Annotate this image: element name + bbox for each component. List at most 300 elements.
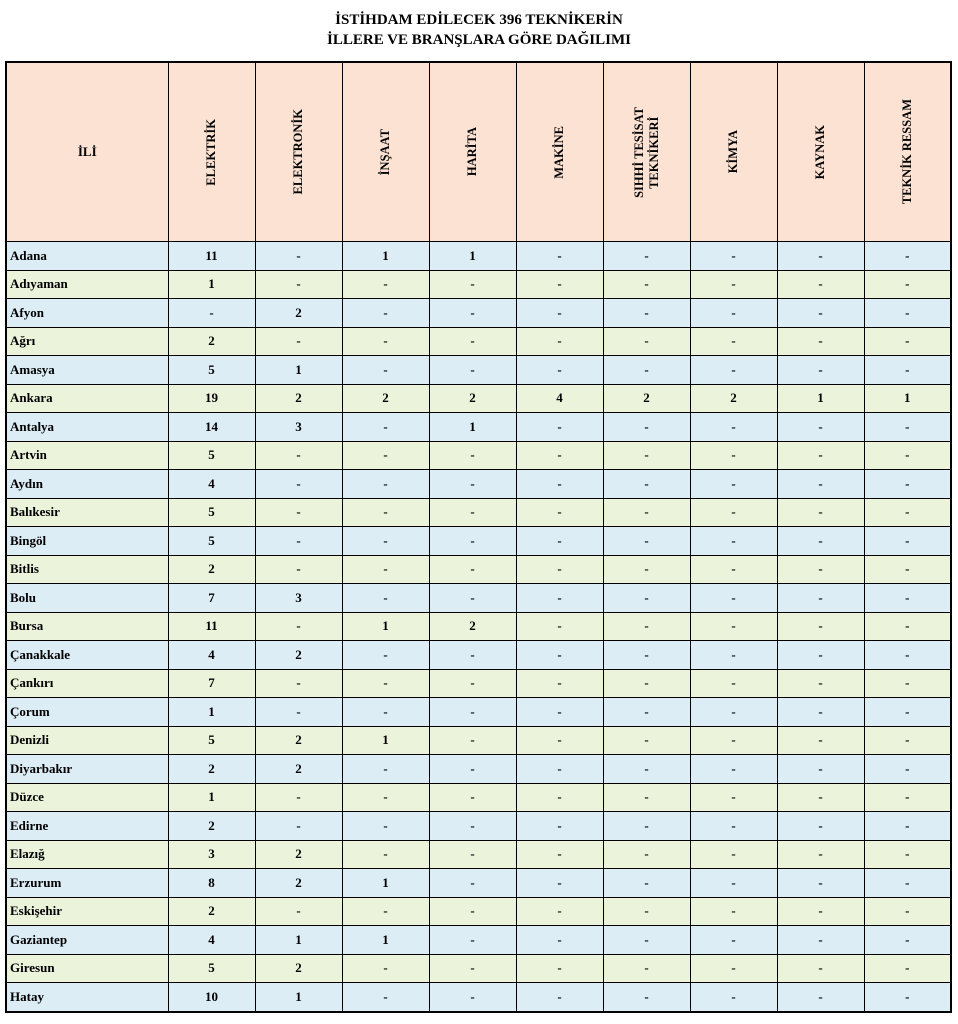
count-cell: 1: [429, 413, 516, 442]
count-cell: -: [516, 783, 603, 812]
city-name-cell: Erzurum: [6, 869, 168, 898]
city-name-cell: Çorum: [6, 698, 168, 727]
count-cell: -: [429, 755, 516, 784]
count-cell: -: [429, 812, 516, 841]
count-cell: 5: [168, 356, 255, 385]
count-cell: -: [690, 954, 777, 983]
count-cell: 3: [255, 413, 342, 442]
count-cell: -: [342, 669, 429, 698]
count-cell: -: [516, 470, 603, 499]
count-cell: -: [603, 527, 690, 556]
count-cell: -: [864, 470, 951, 499]
table-row: [6, 897, 951, 926]
count-cell: -: [603, 698, 690, 727]
count-cell: -: [429, 498, 516, 527]
count-cell: -: [342, 356, 429, 385]
count-cell: -: [777, 726, 864, 755]
count-cell: -: [603, 954, 690, 983]
count-cell: -: [255, 812, 342, 841]
city-name-cell: Bingöl: [6, 527, 168, 556]
count-cell: -: [255, 270, 342, 299]
count-cell: -: [690, 783, 777, 812]
count-cell: -: [777, 555, 864, 584]
column-header-insaat: [342, 62, 429, 242]
city-name-cell: Adana: [6, 242, 168, 271]
count-cell: -: [516, 641, 603, 670]
column-header-makine: [516, 62, 603, 242]
count-cell: -: [342, 983, 429, 1012]
city-name-cell: Hatay: [6, 983, 168, 1012]
count-cell: -: [516, 840, 603, 869]
count-cell: -: [777, 470, 864, 499]
count-cell: -: [516, 698, 603, 727]
table-row: [6, 299, 951, 328]
table-row: [6, 242, 951, 271]
count-cell: -: [603, 242, 690, 271]
count-cell: -: [690, 726, 777, 755]
table-row: [6, 270, 951, 299]
count-cell: -: [777, 755, 864, 784]
count-cell: 2: [255, 641, 342, 670]
count-cell: -: [603, 470, 690, 499]
count-cell: -: [864, 869, 951, 898]
count-cell: -: [516, 327, 603, 356]
count-cell: -: [690, 555, 777, 584]
count-cell: -: [603, 669, 690, 698]
count-cell: 3: [255, 584, 342, 613]
column-header-il: [6, 62, 168, 242]
count-cell: 1: [255, 983, 342, 1012]
count-cell: -: [603, 755, 690, 784]
count-cell: -: [777, 242, 864, 271]
count-cell: -: [864, 840, 951, 869]
table-row: [6, 755, 951, 784]
table-row: [6, 726, 951, 755]
count-cell: -: [603, 555, 690, 584]
table-body: [6, 242, 951, 1012]
count-cell: -: [864, 783, 951, 812]
count-cell: -: [516, 954, 603, 983]
count-cell: -: [777, 840, 864, 869]
count-cell: -: [429, 327, 516, 356]
count-cell: -: [864, 413, 951, 442]
count-cell: 2: [603, 384, 690, 413]
count-cell: -: [690, 869, 777, 898]
count-cell: -: [516, 299, 603, 328]
count-cell: -: [603, 413, 690, 442]
count-cell: -: [864, 327, 951, 356]
count-cell: -: [342, 954, 429, 983]
count-cell: -: [342, 327, 429, 356]
count-cell: 5: [168, 441, 255, 470]
count-cell: 11: [168, 612, 255, 641]
count-cell: -: [255, 327, 342, 356]
count-cell: 1: [342, 869, 429, 898]
count-cell: -: [777, 983, 864, 1012]
count-cell: -: [516, 441, 603, 470]
count-cell: -: [516, 726, 603, 755]
count-cell: -: [516, 270, 603, 299]
count-cell: -: [516, 356, 603, 385]
count-cell: -: [429, 783, 516, 812]
count-cell: 2: [429, 612, 516, 641]
count-cell: -: [255, 527, 342, 556]
count-cell: -: [864, 755, 951, 784]
table-row: [6, 698, 951, 727]
count-cell: -: [777, 356, 864, 385]
table-row: [6, 954, 951, 983]
count-cell: -: [342, 527, 429, 556]
table-row: [6, 584, 951, 613]
column-header-kimya: [690, 62, 777, 242]
count-cell: -: [255, 897, 342, 926]
table-row: [6, 840, 951, 869]
count-cell: -: [864, 612, 951, 641]
count-cell: -: [777, 299, 864, 328]
header-label: MAKİNE: [552, 125, 566, 179]
count-cell: 2: [429, 384, 516, 413]
city-name-cell: Elazığ: [6, 840, 168, 869]
count-cell: -: [429, 926, 516, 955]
city-name-cell: Ağrı: [6, 327, 168, 356]
count-cell: -: [429, 270, 516, 299]
count-cell: -: [429, 356, 516, 385]
city-name-cell: Artvin: [6, 441, 168, 470]
count-cell: -: [603, 441, 690, 470]
count-cell: -: [690, 926, 777, 955]
count-cell: 2: [255, 384, 342, 413]
count-cell: 2: [255, 299, 342, 328]
count-cell: -: [516, 669, 603, 698]
count-cell: -: [342, 299, 429, 328]
count-cell: 1: [342, 726, 429, 755]
count-cell: 1: [777, 384, 864, 413]
count-cell: -: [864, 954, 951, 983]
count-cell: -: [690, 755, 777, 784]
count-cell: -: [690, 242, 777, 271]
count-cell: -: [603, 270, 690, 299]
count-cell: -: [603, 356, 690, 385]
count-cell: -: [342, 470, 429, 499]
count-cell: -: [342, 555, 429, 584]
count-cell: 3: [168, 840, 255, 869]
count-cell: -: [603, 299, 690, 328]
count-cell: -: [429, 954, 516, 983]
count-cell: -: [777, 527, 864, 556]
city-name-cell: Giresun: [6, 954, 168, 983]
title-line-2: İLLERE VE BRANŞLARA GÖRE DAĞILIMI: [327, 32, 631, 48]
count-cell: -: [516, 498, 603, 527]
count-cell: -: [690, 270, 777, 299]
count-cell: 4: [168, 641, 255, 670]
count-cell: 1: [342, 612, 429, 641]
table-row: [6, 812, 951, 841]
header-label: İNŞAAT: [378, 128, 392, 176]
count-cell: -: [603, 812, 690, 841]
count-cell: -: [342, 498, 429, 527]
count-cell: -: [342, 441, 429, 470]
count-cell: -: [429, 726, 516, 755]
count-cell: -: [429, 669, 516, 698]
header-label: HARİTA: [465, 127, 479, 177]
count-cell: -: [255, 783, 342, 812]
count-cell: 5: [168, 726, 255, 755]
count-cell: -: [255, 242, 342, 271]
title-line-1: İSTİHDAM EDİLECEK 396 TEKNİKERİN: [335, 12, 623, 28]
table-row: [6, 413, 951, 442]
count-cell: -: [690, 527, 777, 556]
table-header: [6, 62, 951, 242]
count-cell: -: [516, 242, 603, 271]
count-cell: -: [777, 669, 864, 698]
table-row: [6, 926, 951, 955]
city-name-cell: Eskişehir: [6, 897, 168, 926]
count-cell: -: [429, 470, 516, 499]
count-cell: -: [777, 869, 864, 898]
count-cell: -: [342, 584, 429, 613]
count-cell: -: [516, 983, 603, 1012]
count-cell: 1: [864, 384, 951, 413]
city-name-cell: Aydın: [6, 470, 168, 499]
count-cell: -: [429, 555, 516, 584]
count-cell: -: [777, 441, 864, 470]
count-cell: -: [690, 983, 777, 1012]
city-name-cell: Çankırı: [6, 669, 168, 698]
distribution-table: [5, 61, 952, 1013]
table-row: [6, 783, 951, 812]
count-cell: 1: [342, 242, 429, 271]
count-cell: -: [864, 555, 951, 584]
count-cell: -: [255, 555, 342, 584]
count-cell: -: [864, 299, 951, 328]
count-cell: -: [255, 669, 342, 698]
header-label: KİMYA: [726, 130, 740, 174]
city-name-cell: Düzce: [6, 783, 168, 812]
count-cell: -: [342, 270, 429, 299]
count-cell: 1: [342, 926, 429, 955]
count-cell: -: [690, 669, 777, 698]
count-cell: -: [342, 698, 429, 727]
count-cell: -: [429, 897, 516, 926]
count-cell: -: [864, 441, 951, 470]
count-cell: -: [429, 869, 516, 898]
count-cell: -: [429, 584, 516, 613]
count-cell: -: [690, 812, 777, 841]
count-cell: -: [255, 698, 342, 727]
count-cell: -: [342, 641, 429, 670]
table-row: [6, 470, 951, 499]
count-cell: -: [864, 584, 951, 613]
count-cell: 2: [168, 755, 255, 784]
table-row: [6, 612, 951, 641]
count-cell: -: [864, 356, 951, 385]
count-cell: -: [516, 755, 603, 784]
count-cell: -: [777, 812, 864, 841]
city-name-cell: Gaziantep: [6, 926, 168, 955]
city-name-cell: Amasya: [6, 356, 168, 385]
count-cell: -: [864, 812, 951, 841]
count-cell: -: [864, 926, 951, 955]
count-cell: -: [690, 356, 777, 385]
count-cell: 2: [255, 755, 342, 784]
count-cell: 19: [168, 384, 255, 413]
count-cell: -: [777, 612, 864, 641]
count-cell: 1: [168, 698, 255, 727]
count-cell: 2: [168, 555, 255, 584]
city-name-cell: Bolu: [6, 584, 168, 613]
city-name-cell: Antalya: [6, 413, 168, 442]
count-cell: 4: [168, 470, 255, 499]
count-cell: 1: [255, 356, 342, 385]
city-name-cell: Edirne: [6, 812, 168, 841]
count-cell: -: [429, 983, 516, 1012]
count-cell: -: [777, 327, 864, 356]
count-cell: -: [777, 897, 864, 926]
count-cell: -: [342, 812, 429, 841]
table-row: [6, 441, 951, 470]
count-cell: -: [777, 926, 864, 955]
city-name-cell: Balıkesir: [6, 498, 168, 527]
count-cell: 2: [168, 327, 255, 356]
count-cell: 4: [516, 384, 603, 413]
table-row: [6, 527, 951, 556]
count-cell: -: [777, 783, 864, 812]
city-name-cell: Bitlis: [6, 555, 168, 584]
count-cell: -: [342, 840, 429, 869]
count-cell: -: [603, 726, 690, 755]
count-cell: -: [516, 812, 603, 841]
count-cell: -: [516, 555, 603, 584]
count-cell: -: [603, 641, 690, 670]
count-cell: -: [429, 441, 516, 470]
header-label: İLİ: [77, 144, 97, 159]
count-cell: -: [777, 413, 864, 442]
count-cell: 2: [255, 726, 342, 755]
count-cell: 8: [168, 869, 255, 898]
count-cell: -: [690, 299, 777, 328]
count-cell: -: [777, 954, 864, 983]
count-cell: 2: [690, 384, 777, 413]
column-header-elektrik: [168, 62, 255, 242]
table-row: [6, 356, 951, 385]
count-cell: -: [864, 641, 951, 670]
table-row: [6, 327, 951, 356]
count-cell: 2: [255, 869, 342, 898]
count-cell: 5: [168, 954, 255, 983]
city-name-cell: Adıyaman: [6, 270, 168, 299]
count-cell: -: [690, 470, 777, 499]
count-cell: 10: [168, 983, 255, 1012]
document-title: [0, 10, 958, 50]
count-cell: -: [429, 641, 516, 670]
count-cell: -: [690, 584, 777, 613]
count-cell: -: [603, 612, 690, 641]
count-cell: 5: [168, 527, 255, 556]
count-cell: -: [603, 926, 690, 955]
count-cell: 7: [168, 584, 255, 613]
count-cell: -: [255, 612, 342, 641]
count-cell: -: [864, 983, 951, 1012]
table-row: [6, 669, 951, 698]
count-cell: 2: [255, 954, 342, 983]
count-cell: -: [603, 840, 690, 869]
count-cell: -: [516, 612, 603, 641]
column-header-sihhi-tesisat: [603, 62, 690, 242]
count-cell: -: [777, 270, 864, 299]
count-cell: 2: [342, 384, 429, 413]
column-header-harita: [429, 62, 516, 242]
count-cell: -: [777, 641, 864, 670]
count-cell: -: [864, 242, 951, 271]
count-cell: -: [864, 698, 951, 727]
count-cell: -: [603, 897, 690, 926]
count-cell: -: [690, 413, 777, 442]
city-name-cell: Diyarbakır: [6, 755, 168, 784]
count-cell: -: [342, 413, 429, 442]
city-name-cell: Afyon: [6, 299, 168, 328]
count-cell: 2: [168, 812, 255, 841]
count-cell: -: [168, 299, 255, 328]
count-cell: -: [255, 498, 342, 527]
count-cell: 1: [168, 270, 255, 299]
header-label: SIHHİ TESİSAT TEKNİKERİ: [631, 106, 661, 198]
count-cell: -: [603, 783, 690, 812]
count-cell: 5: [168, 498, 255, 527]
count-cell: 11: [168, 242, 255, 271]
count-cell: 2: [255, 840, 342, 869]
table-row: [6, 384, 951, 413]
count-cell: -: [690, 840, 777, 869]
count-cell: 2: [168, 897, 255, 926]
count-cell: -: [342, 783, 429, 812]
header-label: ELEKTRİK: [204, 118, 218, 186]
count-cell: -: [777, 584, 864, 613]
count-cell: -: [690, 698, 777, 727]
count-cell: -: [690, 641, 777, 670]
count-cell: -: [516, 897, 603, 926]
count-cell: -: [690, 612, 777, 641]
count-cell: -: [603, 983, 690, 1012]
count-cell: -: [690, 498, 777, 527]
count-cell: -: [516, 413, 603, 442]
count-cell: -: [429, 840, 516, 869]
count-cell: -: [864, 897, 951, 926]
column-header-kaynak: [777, 62, 864, 242]
table-row: [6, 869, 951, 898]
count-cell: 4: [168, 926, 255, 955]
count-cell: -: [429, 527, 516, 556]
count-cell: -: [516, 527, 603, 556]
count-cell: -: [255, 470, 342, 499]
count-cell: -: [516, 584, 603, 613]
count-cell: -: [864, 726, 951, 755]
count-cell: -: [864, 498, 951, 527]
count-cell: -: [603, 498, 690, 527]
header-label: KAYNAK: [813, 124, 827, 180]
count-cell: -: [864, 270, 951, 299]
count-cell: -: [603, 327, 690, 356]
count-cell: -: [777, 498, 864, 527]
header-label: ELEKTRONİK: [291, 109, 305, 195]
count-cell: -: [516, 926, 603, 955]
count-cell: -: [603, 869, 690, 898]
count-cell: 1: [429, 242, 516, 271]
count-cell: 7: [168, 669, 255, 698]
count-cell: -: [429, 698, 516, 727]
column-header-teknik-ressam: [864, 62, 951, 242]
city-name-cell: Çanakkale: [6, 641, 168, 670]
count-cell: -: [429, 299, 516, 328]
